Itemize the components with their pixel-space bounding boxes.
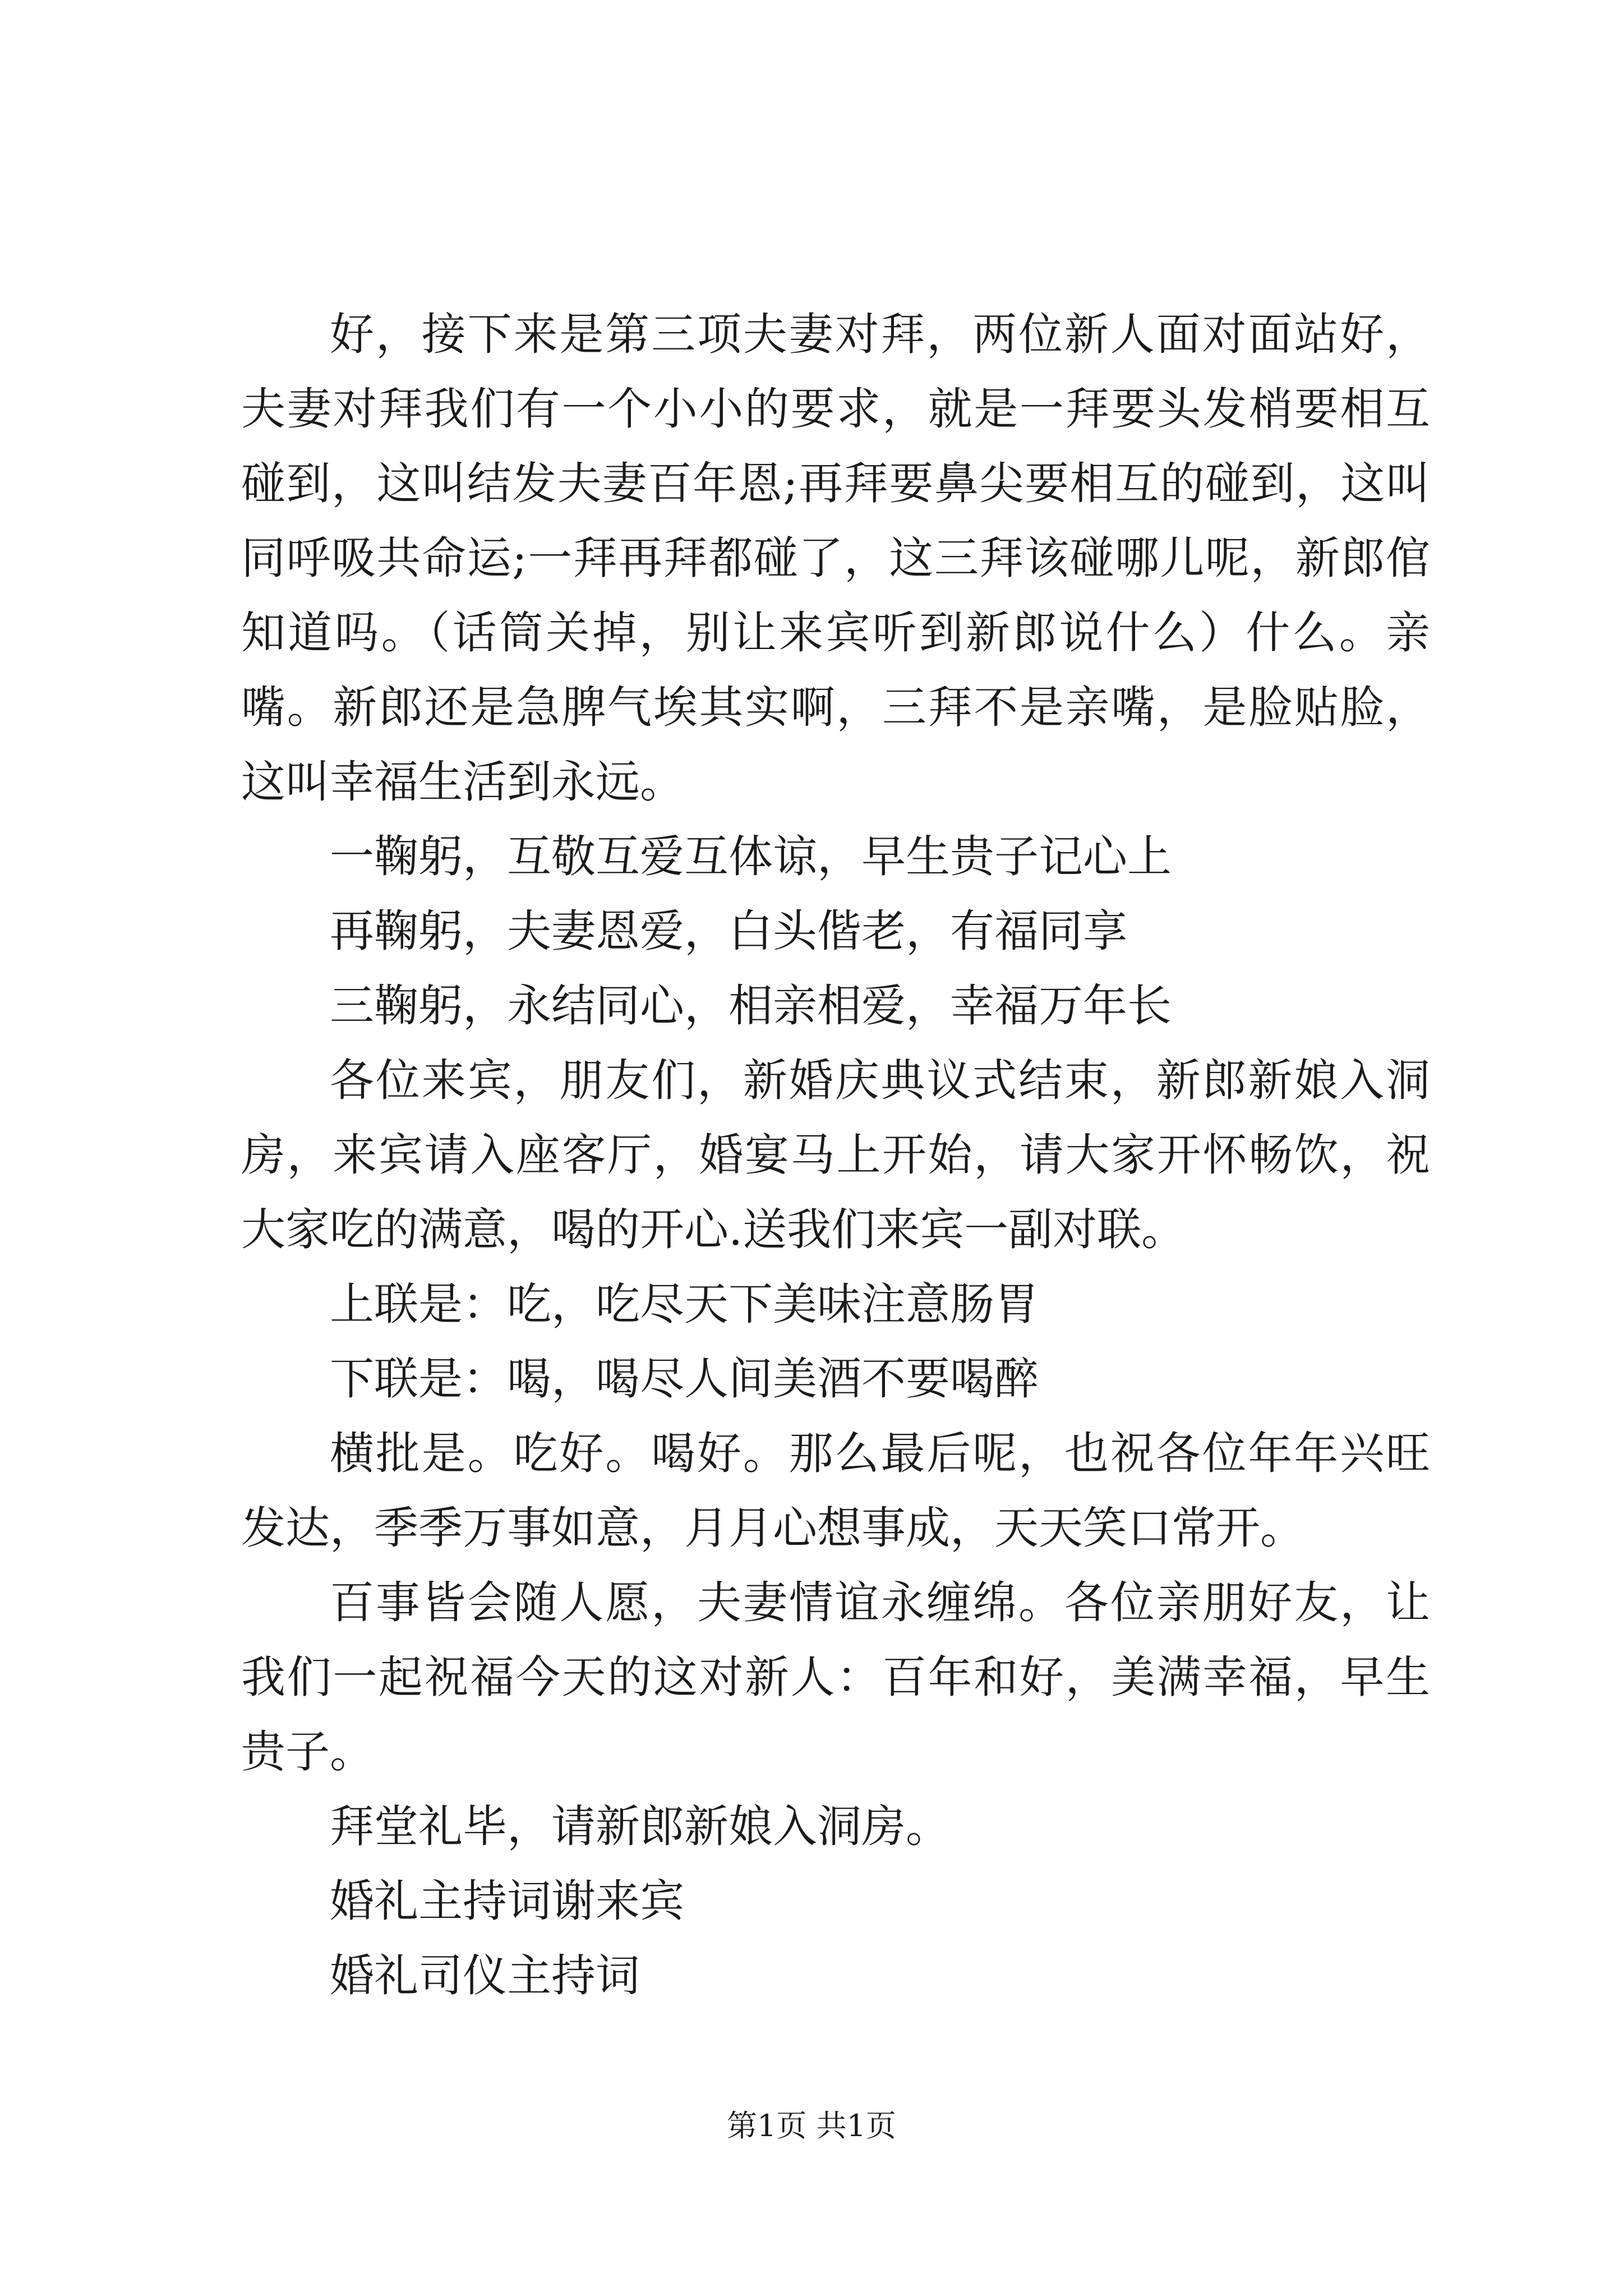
paragraph-blessing: 百事皆会随人愿，夫妻情谊永缠绵。各位亲朋好友，让我们一起祝福今天的这对新人：百年和好，美满幸福，早生贵子。 — [241, 1577, 1430, 1778]
document-body — [241, 297, 1430, 2013]
paragraph-related-title-2: 婚礼司仪主持词 — [330, 1950, 640, 2001]
paragraph-third-bow: 三鞠躬，永结同心，相亲相爱，幸福万年长 — [330, 980, 1172, 1032]
page-footer: 第1页 共1页 — [727, 2108, 896, 2143]
paragraph-lower-couplet: 下联是：喝，喝尽人间美酒不要喝醉 — [330, 1353, 1039, 1405]
paragraph-ceremony-complete: 拜堂礼毕，请新郎新娘入洞房。 — [330, 1801, 950, 1852]
paragraph-ceremony-end: 各位来宾，朋友们，新婚庆典议式结束，新郎新娘入洞房，来宾请入座客厅，婚宴马上开始，请大家开怀畅饮，祝大家吃的满意，喝的开心.送我们来宾一副对联。 — [241, 1055, 1430, 1255]
paragraph-first-bow: 一鞠躬，互敬互爱互体谅，早生贵子记心上 — [330, 831, 1172, 882]
paragraph-bow-ceremony: 好，接下来是第三项夫妻对拜，两位新人面对面站好，夫妻对拜我们有一个小小的要求，就是一拜要头发梢要相互碰到，这叫结发夫妻百年恩;再拜要鼻尖要相互的碰到，这叫同呼吸共命运;一拜再拜都碰了，这三拜该碰哪儿呢，新郎倌知道吗。（话筒关掉，别让来宾听到新郎说什么）什么。亲嘴。新郎还是急脾气埃其实啊，三拜不是亲嘴，是脸贴脸，这叫幸福生活到永远。 — [241, 309, 1430, 808]
paragraph-upper-couplet: 上联是：吃，吃尽天下美味注意肠胃 — [330, 1278, 1039, 1330]
paragraph-related-title-1: 婚礼主持词谢来宾 — [330, 1875, 684, 1927]
paragraph-horizontal-scroll: 横批是。吃好。喝好。那么最后呢，也祝各位年年兴旺发达，季季万事如意，月月心想事成，天天笑口常开。 — [241, 1428, 1430, 1554]
paragraph-second-bow: 再鞠躬，夫妻恩爱，白头偕老，有福同享 — [330, 905, 1127, 957]
